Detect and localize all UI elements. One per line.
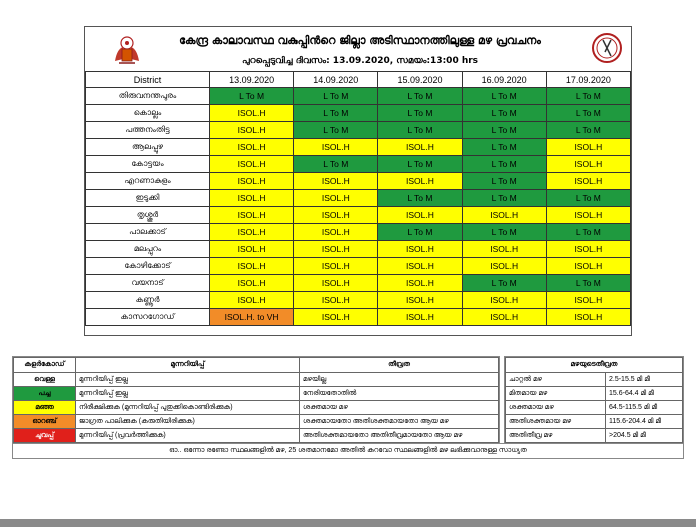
forecast-cell: ISOL.H [210,275,294,292]
rainfall-label: അതിതീവ്ര മഴ [506,429,606,443]
legend-warning: ജാഗ്രത പാലിക്കുക (കരുതിയിരിക്കുക) [76,415,300,429]
forecast-cell: ISOL.H [546,258,630,275]
district-name: കോഴിക്കോട് [86,258,210,275]
forecast-cell: ISOL.H [294,258,378,275]
forecast-cell: L To M [378,105,462,122]
district-name: തിരുവനന്തപുരം [86,88,210,105]
district-name: പാലക്കാട് [86,224,210,241]
forecast-cell: L To M [546,88,630,105]
district-name: കണ്ണൂർ [86,292,210,309]
table-row [86,224,631,241]
legend-header-row [14,358,499,373]
forecast-cell: ISOL.H [462,309,546,326]
rainfall-row [506,387,683,401]
district-name: കൊല്ലം [86,105,210,122]
district-name: കോട്ടയം [86,156,210,173]
rainfall-label: മിതമായ മഴ [506,387,606,401]
district-name: കാസറഗോഡ് [86,309,210,326]
color-swatch: വെള്ള [14,373,76,387]
forecast-cell: L To M [462,156,546,173]
rainfall-label: ശക്തമായ മഴ [506,401,606,415]
forecast-cell: L To M [378,122,462,139]
district-name: വയനാട് [86,275,210,292]
color-swatch: ചുവപ്പ് [14,429,76,443]
table-row [86,292,631,309]
table-row [86,122,631,139]
forecast-cell: ISOL.H [294,275,378,292]
forecast-cell: ISOL.H [462,241,546,258]
district-name: പത്തനംതിട്ട [86,122,210,139]
forecast-cell: L To M [294,88,378,105]
column-header-date: 17.09.2020 [546,72,630,88]
table-row [86,156,631,173]
table-row [86,258,631,275]
forecast-cell: ISOL.H [462,258,546,275]
forecast-cell: L To M [210,88,294,105]
forecast-cell: L To M [546,122,630,139]
table-row [86,139,631,156]
legend-warning: മുന്നറിയിപ്പ് ഇല്ല [76,387,300,401]
rainfall-label: ചാറ്റൽ മഴ [506,373,606,387]
forecast-cell: L To M [462,88,546,105]
forecast-cell: ISOL.H [378,241,462,258]
forecast-cell: L To M [462,105,546,122]
forecast-cell: ISOL.H [210,156,294,173]
forecast-cell: ISOL.H [378,292,462,309]
forecast-body [86,88,631,326]
forecast-cell: L To M [378,190,462,207]
forecast-cell: ISOL.H [294,309,378,326]
legend-table [13,357,499,443]
legend-header-code: കളർകോഡ് [14,358,76,373]
forecast-cell: L To M [462,122,546,139]
legend-intensity: നേരിയതോതിൽ [300,387,499,401]
rainfall-body [506,373,683,443]
forecast-cell: ISOL.H [210,139,294,156]
rainfall-table [505,357,683,443]
rainfall-row [506,415,683,429]
table-row [86,309,631,326]
forecast-cell: ISOL.H [210,224,294,241]
color-swatch: പച്ച [14,387,76,401]
forecast-cell: L To M [462,173,546,190]
legend-intensity: അതിശക്തമായതോ അതിതീവ്രമായതോ ആയ മഴ [300,429,499,443]
rainfall-range: 115.6-204.4 മി മീ [606,415,683,429]
legend-warning: നിരീക്ഷിക്കുക (മുന്നറിയിപ്പ് പുതുക്കികൊണ്ടിരിക്കുക) [76,401,300,415]
forecast-cell: ISOL.H [546,292,630,309]
forecast-cell: ISOL.H [210,190,294,207]
column-header-date: 16.09.2020 [462,72,546,88]
forecast-cell: ISOL.H [210,122,294,139]
district-name: എറണാകുളം [86,173,210,190]
district-name: തൃശ്ശൂർ [86,207,210,224]
forecast-cell: L To M [546,190,630,207]
forecast-cell: L To M [378,88,462,105]
legend-warning: മുന്നറിയിപ്പ് ഇല്ല [76,373,300,387]
forecast-cell: ISOL.H [546,173,630,190]
forecast-cell: ISOL.H [294,241,378,258]
district-name: ആലപ്പുഴ [86,139,210,156]
forecast-title: കേന്ദ്ര കാലാവസ്ഥ വകുപ്പിൻറെ ജില്ലാ അടിസ്ഥാനത്തിലുള്ള മഴ പ്രവചനം [179,34,541,47]
legend-header-intensity: തീവ്രത [300,358,499,373]
forecast-cell: L To M [462,224,546,241]
forecast-cell: ISOL.H [294,292,378,309]
table-row [86,275,631,292]
forecast-cell: ISOL.H [210,241,294,258]
footnote: ഓ.. ഒന്നോ രണ്ടോ സ്ഥലങ്ങളിൽ മഴ, 25 ശതമാനമോ അതിൽ കുറവോ സ്ഥലങ്ങളിൽ മഴ ലഭിക്കുവാനുള്ള സാധ്യത [12,443,684,459]
district-name: മലപ്പുറം [86,241,210,258]
forecast-cell: ISOL.H [546,156,630,173]
legend-row [14,373,499,387]
forecast-header [85,27,631,71]
forecast-cell: L To M [462,190,546,207]
forecast-card [84,26,632,336]
forecast-cell: ISOL.H [294,173,378,190]
rainfall-range: 15.6-64.4 മി മീ [606,387,683,401]
rainfall-range: >204.5 മി മീ [606,429,683,443]
forecast-cell: L To M [294,156,378,173]
forecast-cell: L To M [462,275,546,292]
forecast-cell: ISOL.H [210,207,294,224]
forecast-cell: ISOL.H [462,207,546,224]
forecast-cell: L To M [378,224,462,241]
forecast-cell: ISOL.H [378,207,462,224]
imd-logo-icon [591,31,623,65]
forecast-cell: L To M [546,275,630,292]
forecast-cell: ISOL.H [294,224,378,241]
legend-body [14,373,499,443]
bottom-bar [0,519,696,527]
forecast-cell: ISOL.H [546,241,630,258]
table-row [86,241,631,258]
rainfall-intensity-table [504,356,684,444]
table-row [86,207,631,224]
forecast-cell: L To M [294,122,378,139]
rainfall-header: മഴയുടെതീവ്രത [506,358,683,373]
column-header-date: 13.09.2020 [210,72,294,88]
forecast-cell: L To M [546,105,630,122]
forecast-header-row [86,72,631,88]
forecast-cell: ISOL.H [378,173,462,190]
forecast-cell: ISOL.H [210,105,294,122]
forecast-table [85,71,631,326]
rainfall-label: അതിശക്തമായ മഴ [506,415,606,429]
color-swatch: മഞ്ഞ [14,401,76,415]
forecast-cell: ISOL.H [294,190,378,207]
rainfall-row [506,401,683,415]
issued-date: പുറപ്പെടുവിച്ച ദിവസം: 13.09.2020, സമയം:13:00 hrs [241,56,479,66]
rainfall-row [506,373,683,387]
forecast-cell: L To M [294,105,378,122]
table-row [86,173,631,190]
legend-warning: മുന്നറിയിപ്പ് (പ്രവർത്തിക്കുക) [76,429,300,443]
forecast-cell: ISOL.H [210,173,294,190]
forecast-cell: ISOL.H [294,207,378,224]
forecast-cell: ISOL.H. to VH [210,309,294,326]
legend-row [14,401,499,415]
forecast-cell: ISOL.H [210,258,294,275]
color-swatch: ഓറഞ്ച് [14,415,76,429]
forecast-cell: L To M [378,156,462,173]
forecast-cell: ISOL.H [378,139,462,156]
forecast-cell: L To M [546,224,630,241]
forecast-cell: ISOL.H [378,258,462,275]
table-row [86,88,631,105]
legend-intensity: ശക്തമായതോ അതിശക്തമായതോ ആയ മഴ [300,415,499,429]
forecast-cell: ISOL.H [546,309,630,326]
forecast-cell: L To M [462,139,546,156]
forecast-cell: ISOL.H [378,275,462,292]
rainfall-range: 2.5-15.5 മി മീ [606,373,683,387]
legend-header-warning: മുന്നറിയിപ്പ് [76,358,300,373]
district-name: ഇടുക്കി [86,190,210,207]
forecast-cell: ISOL.H [462,292,546,309]
legend-row [14,429,499,443]
column-header-date: 14.09.2020 [294,72,378,88]
rainfall-row [506,429,683,443]
rainfall-range: 64.5-115.5 മി മീ [606,401,683,415]
legend-intensity: മഴയില്ല [300,373,499,387]
legend-row [14,415,499,429]
forecast-cell: ISOL.H [210,292,294,309]
forecast-cell: ISOL.H [546,207,630,224]
forecast-cell: ISOL.H [294,139,378,156]
color-code-legend [12,356,500,444]
kerala-emblem-icon [109,31,145,67]
table-row [86,105,631,122]
legend-intensity: ശക്തമായ മഴ [300,401,499,415]
legend-row [14,387,499,401]
forecast-cell: ISOL.H [546,139,630,156]
forecast-cell: ISOL.H [378,309,462,326]
column-header-district: District [86,72,210,88]
table-row [86,190,631,207]
rainfall-header-row [506,358,683,373]
column-header-date: 15.09.2020 [378,72,462,88]
